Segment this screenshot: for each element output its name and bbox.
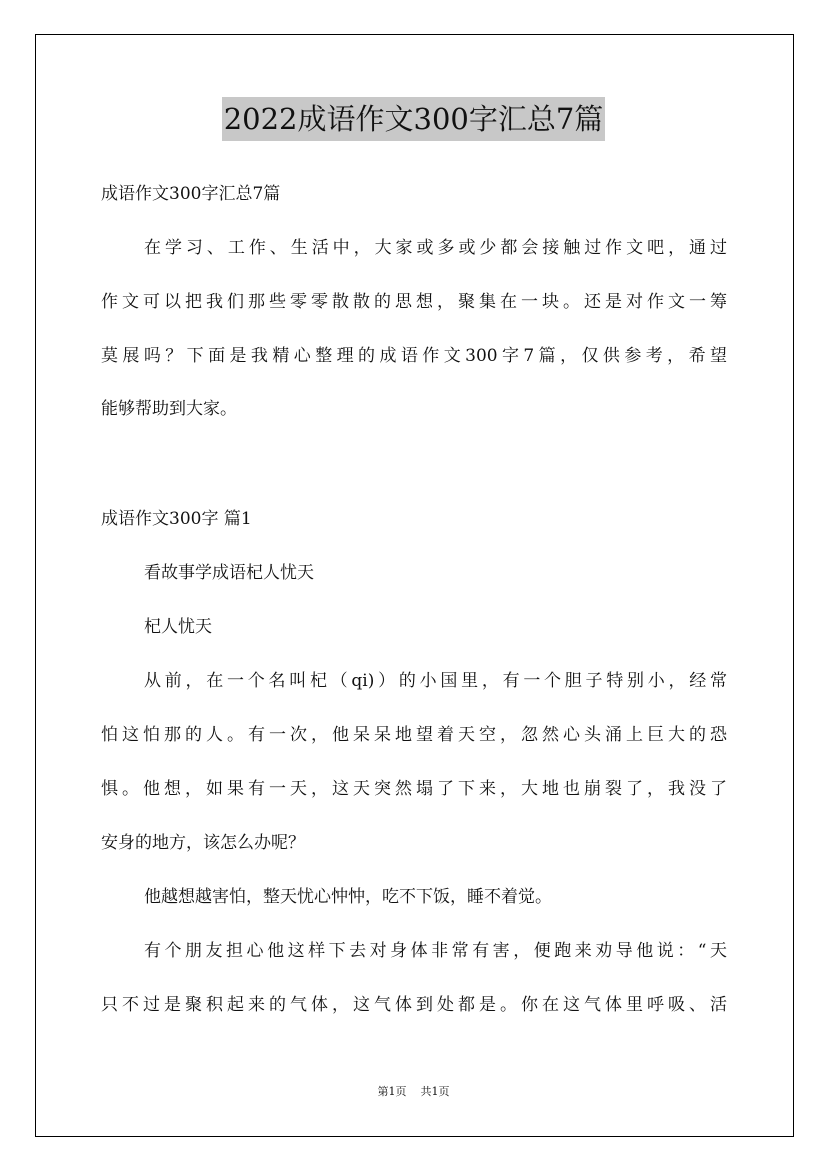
paragraph-line: 惧。他想，如果有一天，这天突然塌了下来，大地也崩裂了，我没了: [101, 779, 727, 799]
paragraph-line: 从前，在一个名叫杞（qi)）的小国里，有一个胆子特别小，经常: [144, 671, 727, 691]
title-container: [0, 97, 827, 141]
paragraph-line: 只不过是聚积起来的气体，这气体到处都是。你在这气体里呼吸、活: [101, 995, 727, 1015]
document-subtitle: 成语作文300字汇总7篇: [101, 184, 281, 204]
intro-line: 在学习、工作、生活中，大家或多或少都会接触过作文吧，通过: [144, 238, 727, 258]
document-title: 2022成语作文300字汇总7篇: [222, 97, 606, 141]
page-footer: [0, 1084, 827, 1100]
intro-line: 能够帮助到大家。: [101, 399, 237, 419]
intro-line: 作文可以把我们那些零零散散的思想，聚集在一块。还是对作文一筹: [101, 292, 727, 312]
paragraph-line: 有个朋友担心他这样下去对身体非常有害，便跑来劝导他说：“天: [144, 941, 727, 961]
section-heading: 成语作文300字 篇1: [101, 509, 252, 529]
intro-line: 莫展吗？下面是我精心整理的成语作文300字7篇，仅供参考，希望: [101, 346, 727, 366]
page-number: 第1页: [377, 1085, 407, 1098]
paragraph-line: 怕这怕那的人。有一次，他呆呆地望着天空，忽然心头涌上巨大的恐: [101, 725, 727, 745]
paragraph-line: 安身的地方，该怎么办呢？: [101, 833, 305, 853]
story-title: 看故事学成语杞人忧天: [144, 563, 314, 583]
paragraph-line: 他越想越害怕，整天忧心忡忡，吃不下饭，睡不着觉。: [144, 887, 552, 907]
story-subtitle: 杞人忧天: [144, 617, 212, 637]
page-total: 共1页: [420, 1085, 450, 1098]
